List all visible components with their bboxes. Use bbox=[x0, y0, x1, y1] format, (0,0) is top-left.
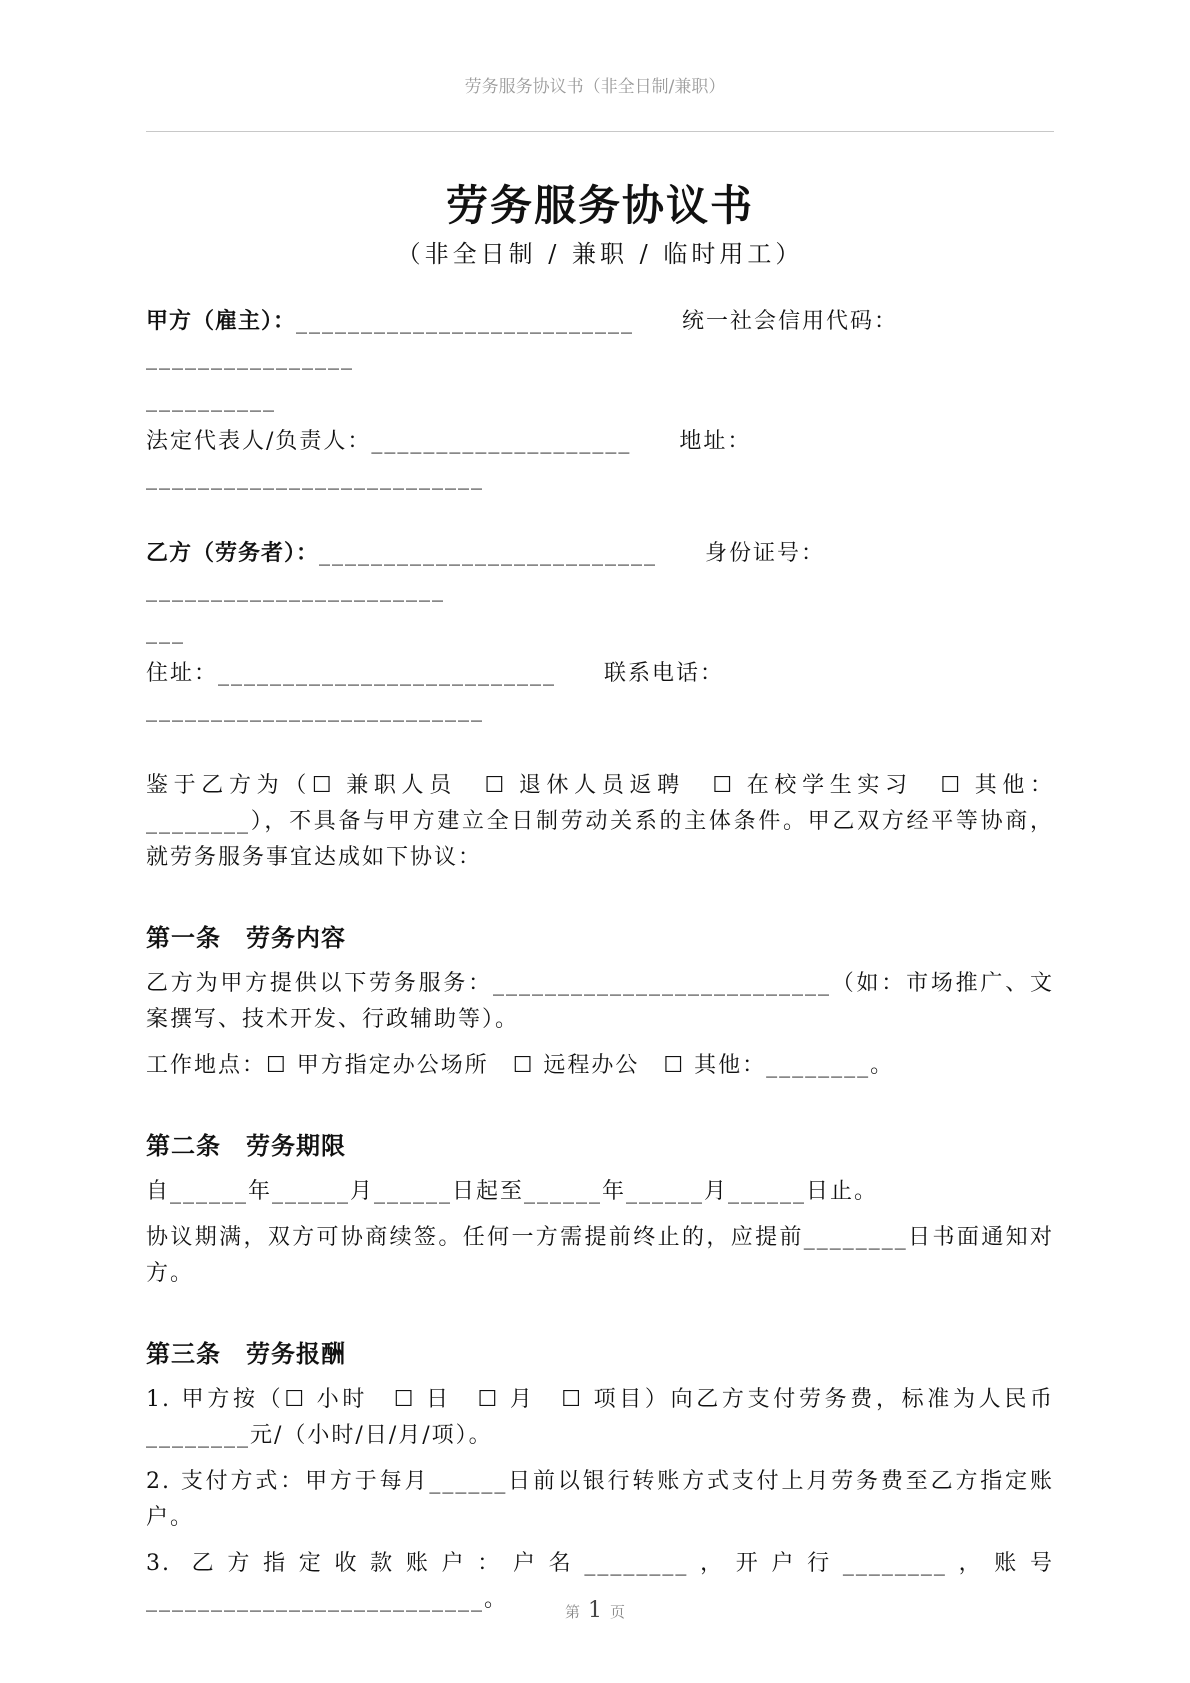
page-number: 1 bbox=[588, 1598, 602, 1623]
section-1 bbox=[146, 920, 1054, 1084]
section-3 bbox=[146, 1336, 1054, 1618]
section-1-heading: 第一条 劳务内容 bbox=[146, 924, 346, 952]
header-divider bbox=[146, 131, 1054, 132]
page-footer bbox=[0, 1598, 1190, 1623]
party-b-block bbox=[146, 536, 1054, 728]
party-a-line-1 bbox=[146, 304, 1054, 376]
running-header: 劳务服务协议书（非全日制/兼职） bbox=[464, 77, 726, 97]
section-3-paragraph-2: 2. 支付方式：甲方于每月______日前以银行转账方式支付上月劳务费至乙方指定账户。 bbox=[146, 1469, 1054, 1530]
section-2 bbox=[146, 1128, 1054, 1292]
page-prefix: 第 bbox=[564, 1603, 580, 1621]
party-a-line-2: __________ bbox=[146, 387, 276, 412]
party-a-fields: __________________________ 统一社会信用代码：________________ bbox=[146, 309, 899, 370]
party-b-line-2: ___ bbox=[146, 619, 185, 644]
section-2-heading: 第二条 劳务期限 bbox=[146, 1132, 346, 1160]
section-3-paragraph-3: 3. 乙方指定收款账户：户名________，开户行________，账号__________________________。 bbox=[146, 1551, 1054, 1612]
party-a-label: 甲方（雇主）： bbox=[146, 309, 297, 334]
party-b-line-3: 住址：__________________________ 联系电话：__________________________ bbox=[146, 661, 725, 722]
section-2-paragraph-2: 协议期满，双方可协商续签。任何一方需提前终止的，应提前________日书面通知对方。 bbox=[146, 1225, 1054, 1286]
party-b-fields: __________________________ 身份证号：_______________________ bbox=[146, 541, 826, 602]
document-title: 劳务服务协议书 bbox=[445, 181, 754, 230]
party-a-line-3: 法定代表人/负责人：____________________ 地址：__________________________ bbox=[146, 429, 752, 490]
section-1-paragraph-2: 工作地点：☐ 甲方指定办公场所 ☐ 远程办公 ☐ 其他：________。 bbox=[146, 1053, 895, 1078]
section-2-paragraph-1: 自______年______月______日起至______年______月______日止。 bbox=[146, 1179, 879, 1204]
party-a-block bbox=[146, 304, 1054, 496]
page-suffix: 页 bbox=[610, 1603, 626, 1621]
section-3-heading: 第三条 劳务报酬 bbox=[146, 1340, 346, 1368]
party-b-line-1 bbox=[146, 536, 1054, 608]
section-3-paragraph-1: 1. 甲方按（☐ 小时 ☐ 日 ☐ 月 ☐ 项目）向乙方支付劳务费，标准为人民币________元/（小时/日/月/项）。 bbox=[146, 1387, 1054, 1448]
party-b-label: 乙方（劳务者）： bbox=[146, 541, 320, 566]
preamble: 鉴于乙方为（☐ 兼职人员 ☐ 退休人员返聘 ☐ 在校学生实习 ☐ 其他：________），不具备与甲方建立全日制劳动关系的主体条件。甲乙双方经平等协商，就劳务服务事宜达成如下协议： bbox=[146, 773, 1054, 870]
document-body bbox=[146, 180, 1054, 1618]
section-1-paragraph-1: 乙方为甲方提供以下劳务服务：__________________________（如：市场推广、文案撰写、技术开发、行政辅助等）。 bbox=[146, 971, 1054, 1032]
document-subtitle: （非全日制 / 兼职 / 临时用工） bbox=[396, 240, 804, 268]
